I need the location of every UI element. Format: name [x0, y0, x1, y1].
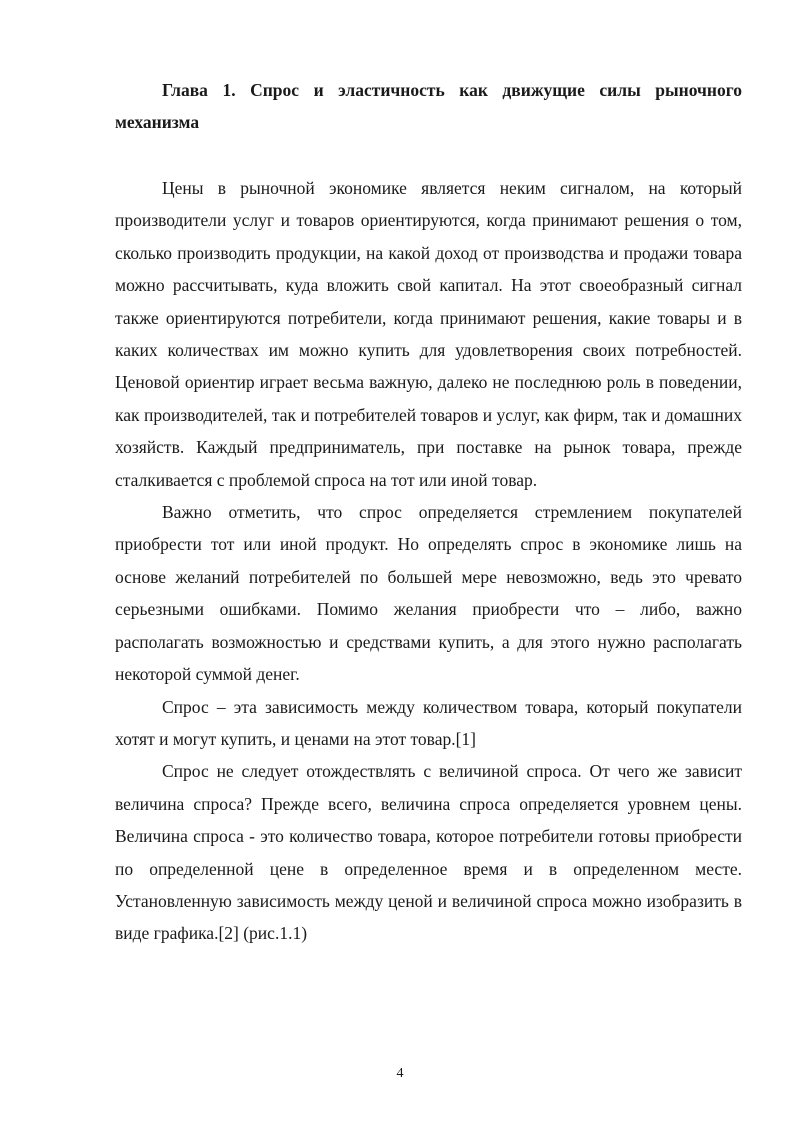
chapter-heading: Глава 1. Спрос и эластичность как движущие силы рыночного механизма — [115, 80, 742, 132]
paragraph-3: Спрос – эта зависимость между количеством товара, который покупатели хотят и могут купить, и ценами на этот товар.[1] — [115, 696, 742, 749]
paragraph-2: Важно отметить, что спрос определяется стремлением покупателей приобрести тот или иной продукт. Но определять спрос в экономике лишь на основе желаний потребителей по большей мере невозможно, ведь это чревато серьезными ошибками. Помимо желания приобрести что – либо, важно располагать возможностью и средствами купить, а для этого нужно располагать некоторой суммой денег. — [115, 502, 742, 685]
document-page — [115, 74, 742, 950]
paragraph-4: Спрос не следует отождествлять с величиной спроса. От чего же зависит величина спроса? Прежде всего, величина спроса определяется уровнем цены. Величина спроса - это количество товара, которое потребители готовы приобрести по определенной цене в определенное время и в определенном месте. Установленную зависимость между ценой и величиной спроса можно изобразить в виде графика.[2] (рис.1.1) — [115, 761, 742, 944]
page-number: 4 — [396, 1066, 404, 1081]
heading-spacer — [115, 138, 742, 172]
paragraph-1: Цены в рыночной экономике является неким сигналом, на который производители услуг и товаров ориентируются, когда принимают решения о том, сколько производить продукции, на какой доход от производства и продажи товара можно рассчитывать, куда вложить свой капитал. На этот своеобразный сигнал также ориентируются потребители, когда принимают решения, какие товары и в каких количествах им можно купить для удовлетворения своих потребностей. Ценовой ориентир играет весьма важную, далеко не последнюю роль в поведении, как производителей, так и потребителей товаров и услуг, как фирм, так и домашних хозяйств. Каждый предприниматель, при поставке на рынок товара, прежде сталкивается с проблемой спроса на тот или иной товар. — [115, 178, 742, 490]
